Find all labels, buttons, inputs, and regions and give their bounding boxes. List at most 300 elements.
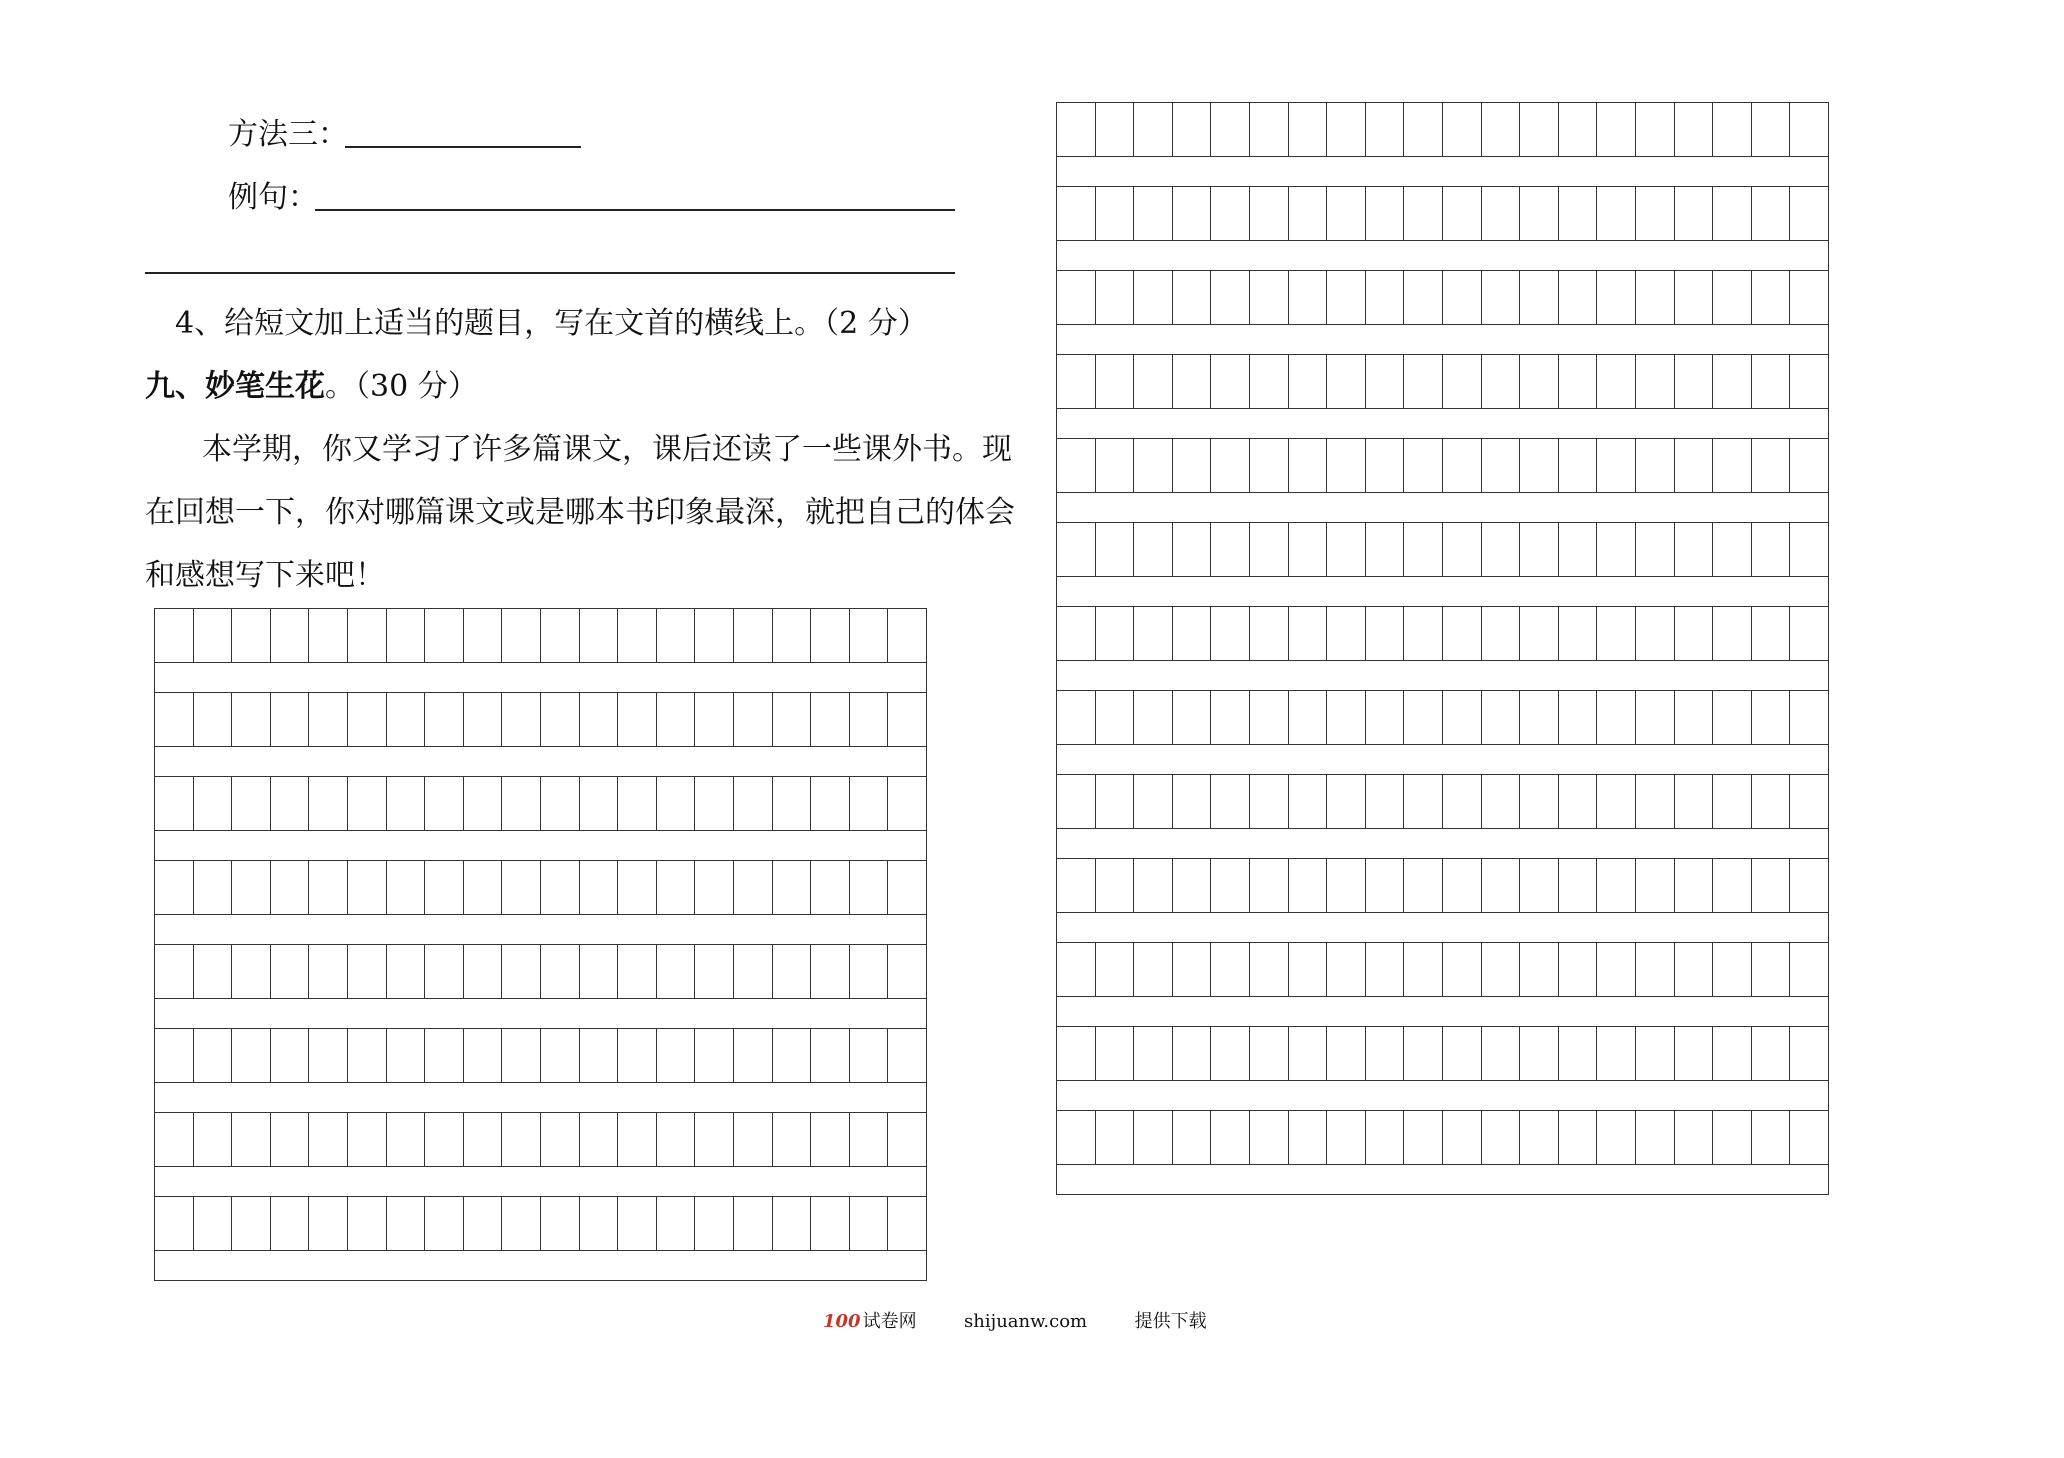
grid-cell[interactable] — [1134, 1111, 1173, 1165]
grid-cell[interactable] — [1096, 1111, 1135, 1165]
grid-cell[interactable] — [387, 1113, 426, 1167]
grid-cell[interactable] — [1404, 523, 1443, 577]
grid-cell[interactable] — [1752, 775, 1791, 829]
grid-cell[interactable] — [1057, 859, 1096, 913]
grid-cell[interactable] — [1790, 103, 1829, 157]
grid-cell[interactable] — [1096, 775, 1135, 829]
composition-grid-left[interactable] — [154, 608, 927, 1281]
grid-cell[interactable] — [657, 861, 696, 915]
grid-cell[interactable] — [1366, 775, 1405, 829]
grid-cell[interactable] — [1404, 607, 1443, 661]
grid-cell[interactable] — [1211, 271, 1250, 325]
grid-cell[interactable] — [541, 693, 580, 747]
grid-cell[interactable] — [1713, 691, 1752, 745]
grid-cell[interactable] — [387, 777, 426, 831]
grid-cell[interactable] — [1675, 691, 1714, 745]
grid-cell[interactable] — [1752, 439, 1791, 493]
grid-cell[interactable] — [1597, 691, 1636, 745]
grid-cell[interactable] — [1713, 271, 1752, 325]
grid-cell[interactable] — [1327, 859, 1366, 913]
grid-cell[interactable] — [734, 777, 773, 831]
grid-cell[interactable] — [309, 693, 348, 747]
grid-cell[interactable] — [155, 777, 194, 831]
grid-cell[interactable] — [1675, 355, 1714, 409]
grid-cell[interactable] — [1636, 943, 1675, 997]
grid-cell[interactable] — [1520, 691, 1559, 745]
grid-cell[interactable] — [695, 1113, 734, 1167]
grid-cell[interactable] — [1327, 271, 1366, 325]
grid-cell[interactable] — [580, 777, 619, 831]
grid-cell[interactable] — [387, 945, 426, 999]
grid-cell[interactable] — [1366, 691, 1405, 745]
grid-cell[interactable] — [1211, 691, 1250, 745]
grid-cell[interactable] — [1752, 103, 1791, 157]
grid-cell[interactable] — [1057, 943, 1096, 997]
grid-cell[interactable] — [1173, 439, 1212, 493]
grid-cell[interactable] — [1404, 691, 1443, 745]
grid-cell[interactable] — [1211, 355, 1250, 409]
grid-cell[interactable] — [695, 777, 734, 831]
grid-cell[interactable] — [734, 945, 773, 999]
grid-cell[interactable] — [1482, 103, 1521, 157]
grid-cell[interactable] — [1289, 187, 1328, 241]
grid-cell[interactable] — [1404, 103, 1443, 157]
grid-cell[interactable] — [194, 945, 233, 999]
grid-cell[interactable] — [773, 1113, 812, 1167]
grid-cell[interactable] — [1250, 355, 1289, 409]
grid-cell[interactable] — [888, 1197, 927, 1251]
grid-cell[interactable] — [1790, 523, 1829, 577]
grid-cell[interactable] — [850, 1197, 889, 1251]
grid-cell[interactable] — [1443, 691, 1482, 745]
grid-cell[interactable] — [1520, 1111, 1559, 1165]
grid-cell[interactable] — [811, 1029, 850, 1083]
grid-cell[interactable] — [1636, 607, 1675, 661]
grid-cell[interactable] — [1636, 859, 1675, 913]
grid-cell[interactable] — [309, 1113, 348, 1167]
grid-cell[interactable] — [271, 1113, 310, 1167]
grid-cell[interactable] — [773, 1197, 812, 1251]
grid-cell[interactable] — [850, 1113, 889, 1167]
grid-cell[interactable] — [734, 861, 773, 915]
grid-cell[interactable] — [1559, 943, 1598, 997]
grid-cell[interactable] — [1096, 1027, 1135, 1081]
grid-cell[interactable] — [1559, 1027, 1598, 1081]
grid-cell[interactable] — [1404, 187, 1443, 241]
grid-cell[interactable] — [1173, 187, 1212, 241]
grid-cell[interactable] — [1713, 1111, 1752, 1165]
grid-cell[interactable] — [1134, 859, 1173, 913]
grid-cell[interactable] — [309, 945, 348, 999]
grid-cell[interactable] — [850, 1029, 889, 1083]
grid-cell[interactable] — [888, 861, 927, 915]
grid-cell[interactable] — [1790, 1027, 1829, 1081]
grid-cell[interactable] — [348, 945, 387, 999]
grid-cell[interactable] — [1597, 523, 1636, 577]
grid-cell[interactable] — [618, 609, 657, 663]
grid-cell[interactable] — [850, 777, 889, 831]
grid-cell[interactable] — [1713, 439, 1752, 493]
grid-cell[interactable] — [1096, 187, 1135, 241]
grid-cell[interactable] — [1289, 103, 1328, 157]
grid-cell[interactable] — [618, 945, 657, 999]
grid-cell[interactable] — [580, 693, 619, 747]
grid-cell[interactable] — [425, 609, 464, 663]
grid-cell[interactable] — [541, 1029, 580, 1083]
grid-cell[interactable] — [232, 1113, 271, 1167]
grid-cell[interactable] — [773, 945, 812, 999]
grid-cell[interactable] — [580, 861, 619, 915]
grid-cell[interactable] — [1636, 355, 1675, 409]
grid-cell[interactable] — [1250, 607, 1289, 661]
grid-cell[interactable] — [1404, 1027, 1443, 1081]
grid-cell[interactable] — [1520, 439, 1559, 493]
grid-cell[interactable] — [1482, 691, 1521, 745]
grid-cell[interactable] — [618, 777, 657, 831]
grid-cell[interactable] — [773, 693, 812, 747]
grid-cell[interactable] — [1675, 1027, 1714, 1081]
grid-cell[interactable] — [734, 1197, 773, 1251]
grid-cell[interactable] — [1289, 439, 1328, 493]
grid-cell[interactable] — [1134, 1027, 1173, 1081]
grid-cell[interactable] — [1173, 691, 1212, 745]
grid-cell[interactable] — [1250, 943, 1289, 997]
grid-cell[interactable] — [657, 1029, 696, 1083]
grid-cell[interactable] — [1250, 439, 1289, 493]
grid-cell[interactable] — [1443, 439, 1482, 493]
grid-cell[interactable] — [1675, 1111, 1714, 1165]
grid-cell[interactable] — [1096, 523, 1135, 577]
grid-cell[interactable] — [1675, 187, 1714, 241]
grid-cell[interactable] — [1173, 943, 1212, 997]
grid-cell[interactable] — [155, 609, 194, 663]
grid-cell[interactable] — [1597, 607, 1636, 661]
grid-cell[interactable] — [1790, 859, 1829, 913]
grid-cell[interactable] — [888, 1029, 927, 1083]
grid-cell[interactable] — [1559, 523, 1598, 577]
grid-cell[interactable] — [888, 693, 927, 747]
grid-cell[interactable] — [1752, 355, 1791, 409]
grid-cell[interactable] — [850, 945, 889, 999]
grid-cell[interactable] — [1096, 355, 1135, 409]
method3-answer-line[interactable] — [345, 146, 581, 148]
grid-cell[interactable] — [1559, 775, 1598, 829]
grid-cell[interactable] — [1752, 271, 1791, 325]
grid-cell[interactable] — [309, 609, 348, 663]
grid-cell[interactable] — [1790, 271, 1829, 325]
grid-cell[interactable] — [1327, 1027, 1366, 1081]
grid-cell[interactable] — [271, 861, 310, 915]
grid-cell[interactable] — [657, 693, 696, 747]
grid-cell[interactable] — [1520, 943, 1559, 997]
grid-cell[interactable] — [1675, 523, 1714, 577]
grid-cell[interactable] — [811, 861, 850, 915]
grid-cell[interactable] — [464, 777, 503, 831]
grid-cell[interactable] — [1443, 859, 1482, 913]
grid-cell[interactable] — [425, 693, 464, 747]
grid-cell[interactable] — [1443, 187, 1482, 241]
grid-cell[interactable] — [1404, 859, 1443, 913]
grid-cell[interactable] — [657, 945, 696, 999]
grid-cell[interactable] — [1482, 607, 1521, 661]
grid-cell[interactable] — [1366, 1027, 1405, 1081]
grid-cell[interactable] — [657, 1197, 696, 1251]
grid-cell[interactable] — [464, 861, 503, 915]
grid-cell[interactable] — [1057, 355, 1096, 409]
grid-cell[interactable] — [1713, 1027, 1752, 1081]
grid-cell[interactable] — [1173, 103, 1212, 157]
grid-cell[interactable] — [695, 1197, 734, 1251]
grid-cell[interactable] — [464, 945, 503, 999]
grid-cell[interactable] — [1482, 1027, 1521, 1081]
grid-cell[interactable] — [1597, 859, 1636, 913]
grid-cell[interactable] — [1327, 187, 1366, 241]
grid-cell[interactable] — [1327, 691, 1366, 745]
grid-cell[interactable] — [1443, 355, 1482, 409]
grid-cell[interactable] — [1404, 943, 1443, 997]
grid-cell[interactable] — [502, 1029, 541, 1083]
grid-cell[interactable] — [1327, 355, 1366, 409]
grid-cell[interactable] — [464, 1113, 503, 1167]
grid-cell[interactable] — [734, 609, 773, 663]
grid-cell[interactable] — [1559, 271, 1598, 325]
grid-cell[interactable] — [1482, 187, 1521, 241]
grid-cell[interactable] — [888, 1113, 927, 1167]
grid-cell[interactable] — [1289, 691, 1328, 745]
grid-cell[interactable] — [232, 1197, 271, 1251]
grid-cell[interactable] — [734, 693, 773, 747]
grid-cell[interactable] — [1134, 607, 1173, 661]
example-answer-line-2[interactable] — [145, 272, 955, 274]
grid-cell[interactable] — [309, 861, 348, 915]
grid-cell[interactable] — [464, 1197, 503, 1251]
grid-cell[interactable] — [387, 1029, 426, 1083]
grid-cell[interactable] — [1559, 187, 1598, 241]
grid-cell[interactable] — [1134, 355, 1173, 409]
grid-cell[interactable] — [348, 693, 387, 747]
grid-cell[interactable] — [1173, 607, 1212, 661]
grid-cell[interactable] — [1443, 523, 1482, 577]
grid-cell[interactable] — [1520, 859, 1559, 913]
grid-cell[interactable] — [1289, 1111, 1328, 1165]
grid-cell[interactable] — [811, 945, 850, 999]
grid-cell[interactable] — [1636, 691, 1675, 745]
grid-cell[interactable] — [1443, 271, 1482, 325]
grid-cell[interactable] — [1250, 1027, 1289, 1081]
grid-cell[interactable] — [1289, 859, 1328, 913]
grid-cell[interactable] — [1057, 271, 1096, 325]
grid-cell[interactable] — [1636, 523, 1675, 577]
grid-cell[interactable] — [1520, 1027, 1559, 1081]
grid-cell[interactable] — [1173, 1111, 1212, 1165]
grid-cell[interactable] — [1366, 859, 1405, 913]
grid-cell[interactable] — [1752, 607, 1791, 661]
grid-cell[interactable] — [1520, 187, 1559, 241]
grid-cell[interactable] — [425, 1029, 464, 1083]
grid-cell[interactable] — [502, 1113, 541, 1167]
grid-cell[interactable] — [1096, 439, 1135, 493]
grid-cell[interactable] — [1366, 355, 1405, 409]
grid-cell[interactable] — [232, 777, 271, 831]
grid-cell[interactable] — [387, 861, 426, 915]
grid-cell[interactable] — [1790, 187, 1829, 241]
grid-cell[interactable] — [464, 1029, 503, 1083]
grid-cell[interactable] — [773, 1029, 812, 1083]
grid-cell[interactable] — [194, 693, 233, 747]
grid-cell[interactable] — [1250, 1111, 1289, 1165]
grid-cell[interactable] — [1366, 187, 1405, 241]
grid-cell[interactable] — [348, 777, 387, 831]
grid-cell[interactable] — [734, 1113, 773, 1167]
grid-cell[interactable] — [541, 1113, 580, 1167]
grid-cell[interactable] — [1675, 271, 1714, 325]
grid-cell[interactable] — [1520, 355, 1559, 409]
grid-cell[interactable] — [811, 1113, 850, 1167]
grid-cell[interactable] — [1559, 1111, 1598, 1165]
grid-cell[interactable] — [1482, 859, 1521, 913]
grid-cell[interactable] — [1057, 1111, 1096, 1165]
grid-cell[interactable] — [1404, 439, 1443, 493]
grid-cell[interactable] — [811, 1197, 850, 1251]
grid-cell[interactable] — [309, 1029, 348, 1083]
grid-cell[interactable] — [1520, 607, 1559, 661]
grid-cell[interactable] — [580, 1197, 619, 1251]
grid-cell[interactable] — [1675, 607, 1714, 661]
grid-cell[interactable] — [618, 693, 657, 747]
grid-cell[interactable] — [1211, 103, 1250, 157]
grid-cell[interactable] — [502, 861, 541, 915]
grid-cell[interactable] — [502, 693, 541, 747]
grid-cell[interactable] — [1134, 439, 1173, 493]
grid-cell[interactable] — [1327, 439, 1366, 493]
grid-cell[interactable] — [1211, 187, 1250, 241]
grid-cell[interactable] — [773, 609, 812, 663]
grid-cell[interactable] — [1250, 103, 1289, 157]
grid-cell[interactable] — [850, 693, 889, 747]
grid-cell[interactable] — [425, 945, 464, 999]
grid-cell[interactable] — [1790, 1111, 1829, 1165]
grid-cell[interactable] — [811, 777, 850, 831]
grid-cell[interactable] — [1289, 943, 1328, 997]
grid-cell[interactable] — [1752, 943, 1791, 997]
grid-cell[interactable] — [1173, 523, 1212, 577]
grid-cell[interactable] — [1482, 1111, 1521, 1165]
grid-cell[interactable] — [1790, 355, 1829, 409]
grid-cell[interactable] — [1597, 187, 1636, 241]
grid-cell[interactable] — [618, 1197, 657, 1251]
grid-cell[interactable] — [1675, 103, 1714, 157]
grid-cell[interactable] — [1520, 775, 1559, 829]
grid-cell[interactable] — [580, 609, 619, 663]
grid-cell[interactable] — [1366, 943, 1405, 997]
grid-cell[interactable] — [541, 861, 580, 915]
grid-cell[interactable] — [1173, 859, 1212, 913]
grid-cell[interactable] — [1250, 523, 1289, 577]
grid-cell[interactable] — [1366, 439, 1405, 493]
grid-cell[interactable] — [155, 1029, 194, 1083]
grid-cell[interactable] — [271, 1029, 310, 1083]
grid-cell[interactable] — [271, 945, 310, 999]
grid-cell[interactable] — [657, 609, 696, 663]
grid-cell[interactable] — [1057, 523, 1096, 577]
grid-cell[interactable] — [1713, 607, 1752, 661]
grid-cell[interactable] — [734, 1029, 773, 1083]
grid-cell[interactable] — [1057, 103, 1096, 157]
grid-cell[interactable] — [1289, 775, 1328, 829]
grid-cell[interactable] — [1250, 187, 1289, 241]
grid-cell[interactable] — [232, 609, 271, 663]
grid-cell[interactable] — [1713, 355, 1752, 409]
grid-cell[interactable] — [1597, 943, 1636, 997]
grid-cell[interactable] — [1636, 187, 1675, 241]
grid-cell[interactable] — [425, 861, 464, 915]
grid-cell[interactable] — [1713, 859, 1752, 913]
grid-cell[interactable] — [1482, 271, 1521, 325]
grid-cell[interactable] — [618, 1029, 657, 1083]
grid-cell[interactable] — [1443, 775, 1482, 829]
grid-cell[interactable] — [194, 1113, 233, 1167]
grid-cell[interactable] — [194, 777, 233, 831]
grid-cell[interactable] — [1597, 775, 1636, 829]
grid-cell[interactable] — [1366, 271, 1405, 325]
grid-cell[interactable] — [387, 693, 426, 747]
grid-cell[interactable] — [1559, 355, 1598, 409]
grid-cell[interactable] — [464, 693, 503, 747]
grid-cell[interactable] — [155, 1113, 194, 1167]
grid-cell[interactable] — [1096, 271, 1135, 325]
grid-cell[interactable] — [580, 1029, 619, 1083]
grid-cell[interactable] — [1482, 439, 1521, 493]
grid-cell[interactable] — [1636, 271, 1675, 325]
grid-cell[interactable] — [387, 1197, 426, 1251]
grid-cell[interactable] — [1327, 607, 1366, 661]
grid-cell[interactable] — [309, 777, 348, 831]
grid-cell[interactable] — [1211, 607, 1250, 661]
grid-cell[interactable] — [1404, 271, 1443, 325]
grid-cell[interactable] — [271, 693, 310, 747]
grid-cell[interactable] — [1443, 103, 1482, 157]
grid-cell[interactable] — [1752, 1027, 1791, 1081]
grid-cell[interactable] — [1752, 859, 1791, 913]
grid-cell[interactable] — [1559, 607, 1598, 661]
grid-cell[interactable] — [1134, 103, 1173, 157]
grid-cell[interactable] — [232, 1029, 271, 1083]
composition-grid-right[interactable] — [1056, 102, 1829, 1195]
grid-cell[interactable] — [1443, 1111, 1482, 1165]
grid-cell[interactable] — [348, 861, 387, 915]
grid-cell[interactable] — [1482, 523, 1521, 577]
grid-cell[interactable] — [1096, 103, 1135, 157]
grid-cell[interactable] — [1211, 859, 1250, 913]
grid-cell[interactable] — [1327, 775, 1366, 829]
grid-cell[interactable] — [1134, 775, 1173, 829]
grid-cell[interactable] — [1289, 271, 1328, 325]
grid-cell[interactable] — [1443, 607, 1482, 661]
grid-cell[interactable] — [1173, 271, 1212, 325]
grid-cell[interactable] — [580, 1113, 619, 1167]
grid-cell[interactable] — [348, 609, 387, 663]
grid-cell[interactable] — [1482, 775, 1521, 829]
grid-cell[interactable] — [657, 1113, 696, 1167]
grid-cell[interactable] — [1250, 271, 1289, 325]
grid-cell[interactable] — [618, 1113, 657, 1167]
grid-cell[interactable] — [618, 861, 657, 915]
grid-cell[interactable] — [1211, 943, 1250, 997]
grid-cell[interactable] — [194, 1197, 233, 1251]
grid-cell[interactable] — [502, 1197, 541, 1251]
example-answer-line[interactable] — [315, 209, 955, 211]
grid-cell[interactable] — [1597, 103, 1636, 157]
